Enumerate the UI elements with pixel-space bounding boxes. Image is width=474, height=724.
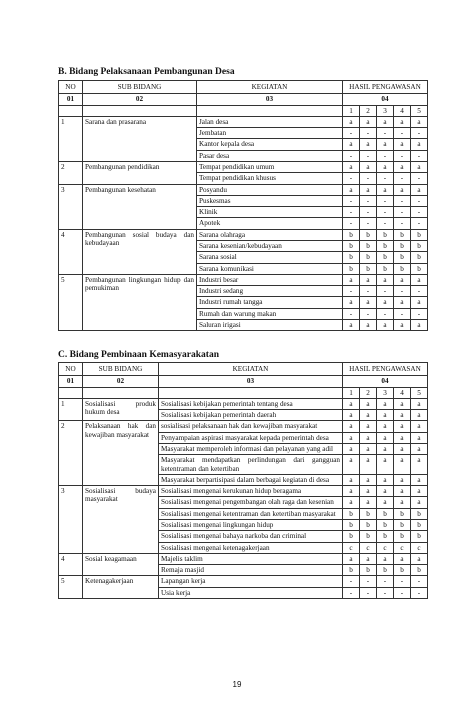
score-cell: b: [377, 508, 394, 519]
score-cell: a: [377, 116, 394, 127]
score-cell: c: [343, 542, 360, 553]
code-01: 01: [59, 376, 83, 387]
sub-bidang-cell: Sosialisasi budaya masyarakat: [83, 486, 159, 554]
kegiatan-cell: Sosialisasi mengenai pengembangan olah raga dan kesenian: [159, 497, 343, 508]
score-cell: a: [360, 553, 377, 564]
score-cell: a: [377, 474, 394, 485]
kegiatan-cell: Apotek: [197, 218, 343, 229]
score-cell: a: [343, 553, 360, 564]
code-04: 04: [343, 376, 428, 387]
row-number: 3: [59, 184, 83, 229]
sub-bidang-cell: Pembangunan kesehatan: [83, 184, 197, 229]
kegiatan-cell: Sarana komunikasi: [197, 263, 343, 274]
score-cell: a: [411, 455, 428, 475]
score-cell: a: [360, 184, 377, 195]
score-cell: -: [360, 195, 377, 206]
kegiatan-cell: Sosialisasi kebijakan pemerintah daerah: [159, 410, 343, 421]
blank-cell: [197, 105, 343, 116]
score-cell: b: [343, 508, 360, 519]
score-cell: a: [394, 184, 411, 195]
code-03: 03: [197, 94, 343, 105]
kegiatan-cell: Sarana sosial: [197, 252, 343, 263]
score-cell: -: [394, 218, 411, 229]
score-cell: a: [411, 553, 428, 564]
score-cell: -: [343, 308, 360, 319]
score-cell: -: [377, 195, 394, 206]
score-cell: -: [411, 218, 428, 229]
score-cell: -: [411, 576, 428, 587]
blank-cell: [59, 105, 83, 116]
table-row: [59, 116, 428, 127]
score-cell: a: [377, 410, 394, 421]
score-cell: a: [394, 443, 411, 454]
score-cell: b: [360, 263, 377, 274]
table-row: [59, 184, 428, 195]
table-row: [59, 553, 428, 564]
score-cell: b: [343, 229, 360, 240]
score-cell: a: [411, 443, 428, 454]
score-column-number: 3: [377, 387, 394, 398]
score-cell: a: [360, 398, 377, 409]
score-cell: a: [343, 139, 360, 150]
table-row: [59, 161, 428, 172]
score-cell: a: [394, 398, 411, 409]
header-hasil: HASIL PENGAWASAN: [343, 363, 428, 376]
header-no: NO: [59, 81, 83, 94]
score-cell: -: [360, 173, 377, 184]
kegiatan-cell: Sosialisasi mengenai ketentraman dan ketertiban masyarakat: [159, 508, 343, 519]
kegiatan-cell: Usia kerja: [159, 587, 343, 598]
score-cell: b: [394, 508, 411, 519]
section-b-table: [58, 80, 428, 331]
score-cell: b: [360, 519, 377, 530]
score-cell: a: [343, 443, 360, 454]
score-cell: a: [360, 410, 377, 421]
score-cell: a: [394, 432, 411, 443]
score-cell: a: [343, 410, 360, 421]
score-cell: b: [411, 565, 428, 576]
score-cell: b: [411, 252, 428, 263]
score-cell: a: [360, 486, 377, 497]
score-cell: -: [394, 286, 411, 297]
section-c-body: [59, 387, 428, 598]
score-cell: a: [394, 319, 411, 330]
section-b-body: [59, 105, 428, 331]
table-row: [59, 398, 428, 409]
section-b-title: B. Bidang Pelaksanaan Pembangunan Desa: [58, 67, 235, 77]
score-cell: b: [377, 565, 394, 576]
score-cell: b: [343, 240, 360, 251]
score-cell: a: [411, 474, 428, 485]
score-column-number: 4: [394, 105, 411, 116]
score-column-row: [59, 387, 428, 398]
score-cell: a: [360, 319, 377, 330]
score-cell: a: [343, 421, 360, 432]
score-cell: b: [411, 263, 428, 274]
kegiatan-cell: Sosialisasi mengenai kerukunan hidup beragama: [159, 486, 343, 497]
score-cell: a: [394, 553, 411, 564]
score-cell: a: [377, 398, 394, 409]
score-cell: -: [360, 150, 377, 161]
score-cell: -: [394, 308, 411, 319]
score-cell: -: [377, 173, 394, 184]
score-cell: a: [411, 319, 428, 330]
score-cell: a: [343, 455, 360, 475]
score-cell: a: [343, 432, 360, 443]
score-cell: a: [394, 139, 411, 150]
score-cell: b: [411, 240, 428, 251]
kegiatan-cell: Masyarakat mendapatkan perlindungan dari gangguan ketentraman dan ketertiban: [159, 455, 343, 475]
score-column-number: 1: [343, 105, 360, 116]
score-column-number: 2: [360, 105, 377, 116]
score-cell: -: [343, 207, 360, 218]
score-column-number: 1: [343, 387, 360, 398]
score-cell: a: [394, 497, 411, 508]
score-cell: a: [377, 432, 394, 443]
score-cell: -: [394, 195, 411, 206]
score-cell: a: [377, 553, 394, 564]
score-cell: b: [343, 531, 360, 542]
kegiatan-cell: Saluran irigasi: [197, 319, 343, 330]
kegiatan-cell: Penyampaian aspirasi masyarakat kepada pemerintah desa: [159, 432, 343, 443]
score-cell: -: [343, 173, 360, 184]
score-cell: -: [377, 576, 394, 587]
score-cell: c: [411, 542, 428, 553]
code-02: 02: [83, 376, 159, 387]
score-cell: a: [360, 274, 377, 285]
score-column-number: 3: [377, 105, 394, 116]
kegiatan-cell: Masyarakat memperoleh informasi dan pelayanan yang adil: [159, 443, 343, 454]
score-cell: a: [377, 497, 394, 508]
header-sub-bidang: SUB BIDANG: [83, 363, 159, 376]
kegiatan-cell: Pasar desa: [197, 150, 343, 161]
score-cell: a: [343, 486, 360, 497]
score-cell: b: [411, 519, 428, 530]
kegiatan-cell: Puskesmas: [197, 195, 343, 206]
kegiatan-cell: Industri sedang: [197, 286, 343, 297]
score-cell: a: [411, 116, 428, 127]
score-cell: a: [411, 297, 428, 308]
blank-cell: [83, 387, 159, 398]
kegiatan-cell: Industri rumah tangga: [197, 297, 343, 308]
table-row: [59, 274, 428, 285]
sub-bidang-cell: Pembangunan sosial budaya dan kebudayaan: [83, 229, 197, 274]
score-cell: b: [377, 263, 394, 274]
page-number: 19: [232, 680, 242, 689]
kegiatan-cell: Tempat pendidikan umum: [197, 161, 343, 172]
score-cell: -: [377, 286, 394, 297]
score-cell: -: [377, 308, 394, 319]
score-cell: b: [411, 508, 428, 519]
score-cell: b: [343, 263, 360, 274]
score-cell: c: [377, 542, 394, 553]
kegiatan-cell: Majelis taklim: [159, 553, 343, 564]
kegiatan-cell: Sosialisasi mengenai lingkungan hidup: [159, 519, 343, 530]
score-cell: a: [394, 297, 411, 308]
score-cell: -: [360, 286, 377, 297]
score-cell: b: [343, 252, 360, 263]
score-cell: a: [360, 116, 377, 127]
row-number: 1: [59, 398, 83, 421]
score-cell: -: [377, 150, 394, 161]
score-cell: a: [377, 486, 394, 497]
score-cell: a: [394, 410, 411, 421]
score-cell: b: [394, 531, 411, 542]
kegiatan-cell: Klinik: [197, 207, 343, 218]
row-number: 3: [59, 486, 83, 554]
kegiatan-cell: Sosialisasi mengenai bahaya narkoba dan criminal: [159, 531, 343, 542]
score-cell: -: [377, 128, 394, 139]
score-cell: -: [343, 218, 360, 229]
blank-cell: [83, 105, 197, 116]
score-cell: b: [394, 240, 411, 251]
score-cell: b: [394, 565, 411, 576]
score-cell: -: [394, 150, 411, 161]
score-cell: a: [343, 319, 360, 330]
score-cell: -: [411, 195, 428, 206]
header-hasil: HASIL PENGAWASAN: [343, 81, 428, 94]
score-cell: a: [411, 161, 428, 172]
score-cell: -: [377, 207, 394, 218]
score-cell: -: [343, 587, 360, 598]
score-cell: b: [394, 229, 411, 240]
table-row: [59, 421, 428, 432]
score-column-number: 4: [394, 387, 411, 398]
score-cell: -: [411, 150, 428, 161]
score-cell: a: [411, 398, 428, 409]
row-number: 5: [59, 274, 83, 330]
score-cell: -: [394, 576, 411, 587]
score-cell: a: [343, 398, 360, 409]
row-number: 5: [59, 576, 83, 599]
score-cell: a: [343, 297, 360, 308]
score-cell: -: [411, 286, 428, 297]
score-cell: -: [411, 207, 428, 218]
score-cell: -: [394, 207, 411, 218]
score-cell: b: [360, 252, 377, 263]
row-number: 2: [59, 161, 83, 184]
sub-bidang-cell: Pembangunan pendidikan: [83, 161, 197, 184]
kegiatan-cell: Kantor kepala desa: [197, 139, 343, 150]
score-cell: -: [411, 173, 428, 184]
score-cell: a: [411, 497, 428, 508]
score-cell: a: [377, 455, 394, 475]
score-cell: a: [343, 161, 360, 172]
score-cell: a: [343, 184, 360, 195]
code-01: 01: [59, 94, 83, 105]
score-cell: b: [343, 519, 360, 530]
table-row: [59, 229, 428, 240]
score-cell: -: [394, 173, 411, 184]
score-cell: b: [377, 531, 394, 542]
score-cell: a: [394, 116, 411, 127]
score-cell: a: [360, 455, 377, 475]
score-cell: a: [377, 421, 394, 432]
score-column-number: 5: [411, 387, 428, 398]
score-cell: b: [377, 519, 394, 530]
score-cell: a: [377, 139, 394, 150]
score-cell: a: [394, 274, 411, 285]
score-cell: a: [343, 116, 360, 127]
score-cell: a: [377, 297, 394, 308]
score-cell: -: [343, 195, 360, 206]
score-cell: a: [343, 274, 360, 285]
score-cell: a: [343, 474, 360, 485]
score-cell: -: [360, 576, 377, 587]
score-cell: a: [394, 421, 411, 432]
kegiatan-cell: Industri besar: [197, 274, 343, 285]
header-no: NO: [59, 363, 83, 376]
kegiatan-cell: Sosialisasi mengenai ketenagakerjaan: [159, 542, 343, 553]
score-cell: c: [394, 542, 411, 553]
score-cell: a: [377, 443, 394, 454]
score-cell: a: [343, 497, 360, 508]
score-cell: a: [394, 486, 411, 497]
header-sub-bidang: SUB BIDANG: [83, 81, 197, 94]
kegiatan-cell: Sosialisasi kebijakan pemerintah tentang desa: [159, 398, 343, 409]
score-cell: a: [411, 139, 428, 150]
score-cell: -: [360, 218, 377, 229]
score-cell: a: [377, 184, 394, 195]
score-cell: -: [343, 150, 360, 161]
score-column-row: [59, 105, 428, 116]
kegiatan-cell: Sarana olahraga: [197, 229, 343, 240]
code-04: 04: [343, 94, 428, 105]
score-cell: -: [394, 128, 411, 139]
score-cell: -: [343, 576, 360, 587]
score-cell: a: [360, 139, 377, 150]
kegiatan-cell: Sarana kesenian/kebudayaan: [197, 240, 343, 251]
score-cell: -: [377, 218, 394, 229]
score-cell: a: [360, 161, 377, 172]
score-column-number: 2: [360, 387, 377, 398]
section-c-table: [58, 362, 428, 599]
score-cell: a: [411, 486, 428, 497]
score-cell: b: [394, 519, 411, 530]
score-cell: b: [377, 240, 394, 251]
score-cell: b: [394, 252, 411, 263]
sub-bidang-cell: Sosialisasi produk hukum desa: [83, 398, 159, 421]
score-cell: a: [360, 443, 377, 454]
score-cell: c: [360, 542, 377, 553]
score-cell: -: [411, 587, 428, 598]
blank-cell: [59, 387, 83, 398]
header-kegiatan: KEGIATAN: [197, 81, 343, 94]
score-cell: a: [360, 474, 377, 485]
score-cell: a: [394, 455, 411, 475]
score-cell: -: [360, 308, 377, 319]
score-cell: -: [360, 587, 377, 598]
score-cell: b: [360, 565, 377, 576]
kegiatan-cell: sosialisasi pelaksanaan hak dan kewajiban masyarakat: [159, 421, 343, 432]
score-cell: b: [394, 263, 411, 274]
kegiatan-cell: Masyarakat berpartisipasi dalam berbagai kegiatan di desa: [159, 474, 343, 485]
score-cell: -: [343, 128, 360, 139]
score-cell: a: [377, 319, 394, 330]
code-02: 02: [83, 94, 197, 105]
sub-bidang-cell: Sarana dan prasarana: [83, 116, 197, 161]
score-cell: -: [411, 308, 428, 319]
score-cell: a: [377, 274, 394, 285]
score-cell: a: [360, 421, 377, 432]
score-cell: a: [411, 274, 428, 285]
sub-bidang-cell: Sosial keagamaan: [83, 553, 159, 576]
score-cell: -: [411, 128, 428, 139]
score-cell: b: [411, 229, 428, 240]
score-cell: a: [394, 474, 411, 485]
score-cell: -: [343, 286, 360, 297]
score-cell: -: [394, 587, 411, 598]
score-cell: a: [360, 432, 377, 443]
kegiatan-cell: Jembatan: [197, 128, 343, 139]
row-number: 4: [59, 553, 83, 576]
kegiatan-cell: Lapangan kerja: [159, 576, 343, 587]
score-cell: b: [360, 240, 377, 251]
table-row: [59, 576, 428, 587]
score-column-number: 5: [411, 105, 428, 116]
score-cell: a: [377, 161, 394, 172]
score-cell: b: [360, 508, 377, 519]
row-number: 4: [59, 229, 83, 274]
score-cell: -: [360, 128, 377, 139]
sub-bidang-cell: Ketenagakerjaan: [83, 576, 159, 599]
blank-cell: [159, 387, 343, 398]
score-cell: b: [377, 229, 394, 240]
sub-bidang-cell: Pelaksanaan hak dan kewajiban masyarakat: [83, 421, 159, 486]
score-cell: b: [360, 531, 377, 542]
score-cell: -: [377, 587, 394, 598]
header-kegiatan: KEGIATAN: [159, 363, 343, 376]
score-cell: b: [411, 531, 428, 542]
row-number: 2: [59, 421, 83, 486]
score-cell: a: [394, 161, 411, 172]
kegiatan-cell: Tempat pendidikan khusus: [197, 173, 343, 184]
kegiatan-cell: Rumah dan warung makan: [197, 308, 343, 319]
row-number: 1: [59, 116, 83, 161]
section-c-title: C. Bidang Pembinaan Kemasyarakatan: [58, 350, 219, 360]
score-cell: a: [411, 432, 428, 443]
kegiatan-cell: Posyandu: [197, 184, 343, 195]
score-cell: a: [411, 421, 428, 432]
score-cell: b: [377, 252, 394, 263]
score-cell: a: [360, 497, 377, 508]
sub-bidang-cell: Pembangunan lingkungan hidup dan pemukiman: [83, 274, 197, 330]
kegiatan-cell: Jalan desa: [197, 116, 343, 127]
score-cell: a: [360, 297, 377, 308]
score-cell: b: [360, 229, 377, 240]
table-row: [59, 486, 428, 497]
score-cell: a: [411, 184, 428, 195]
score-cell: b: [343, 565, 360, 576]
score-cell: -: [360, 207, 377, 218]
code-03: 03: [159, 376, 343, 387]
score-cell: a: [411, 410, 428, 421]
kegiatan-cell: Remaja masjid: [159, 565, 343, 576]
